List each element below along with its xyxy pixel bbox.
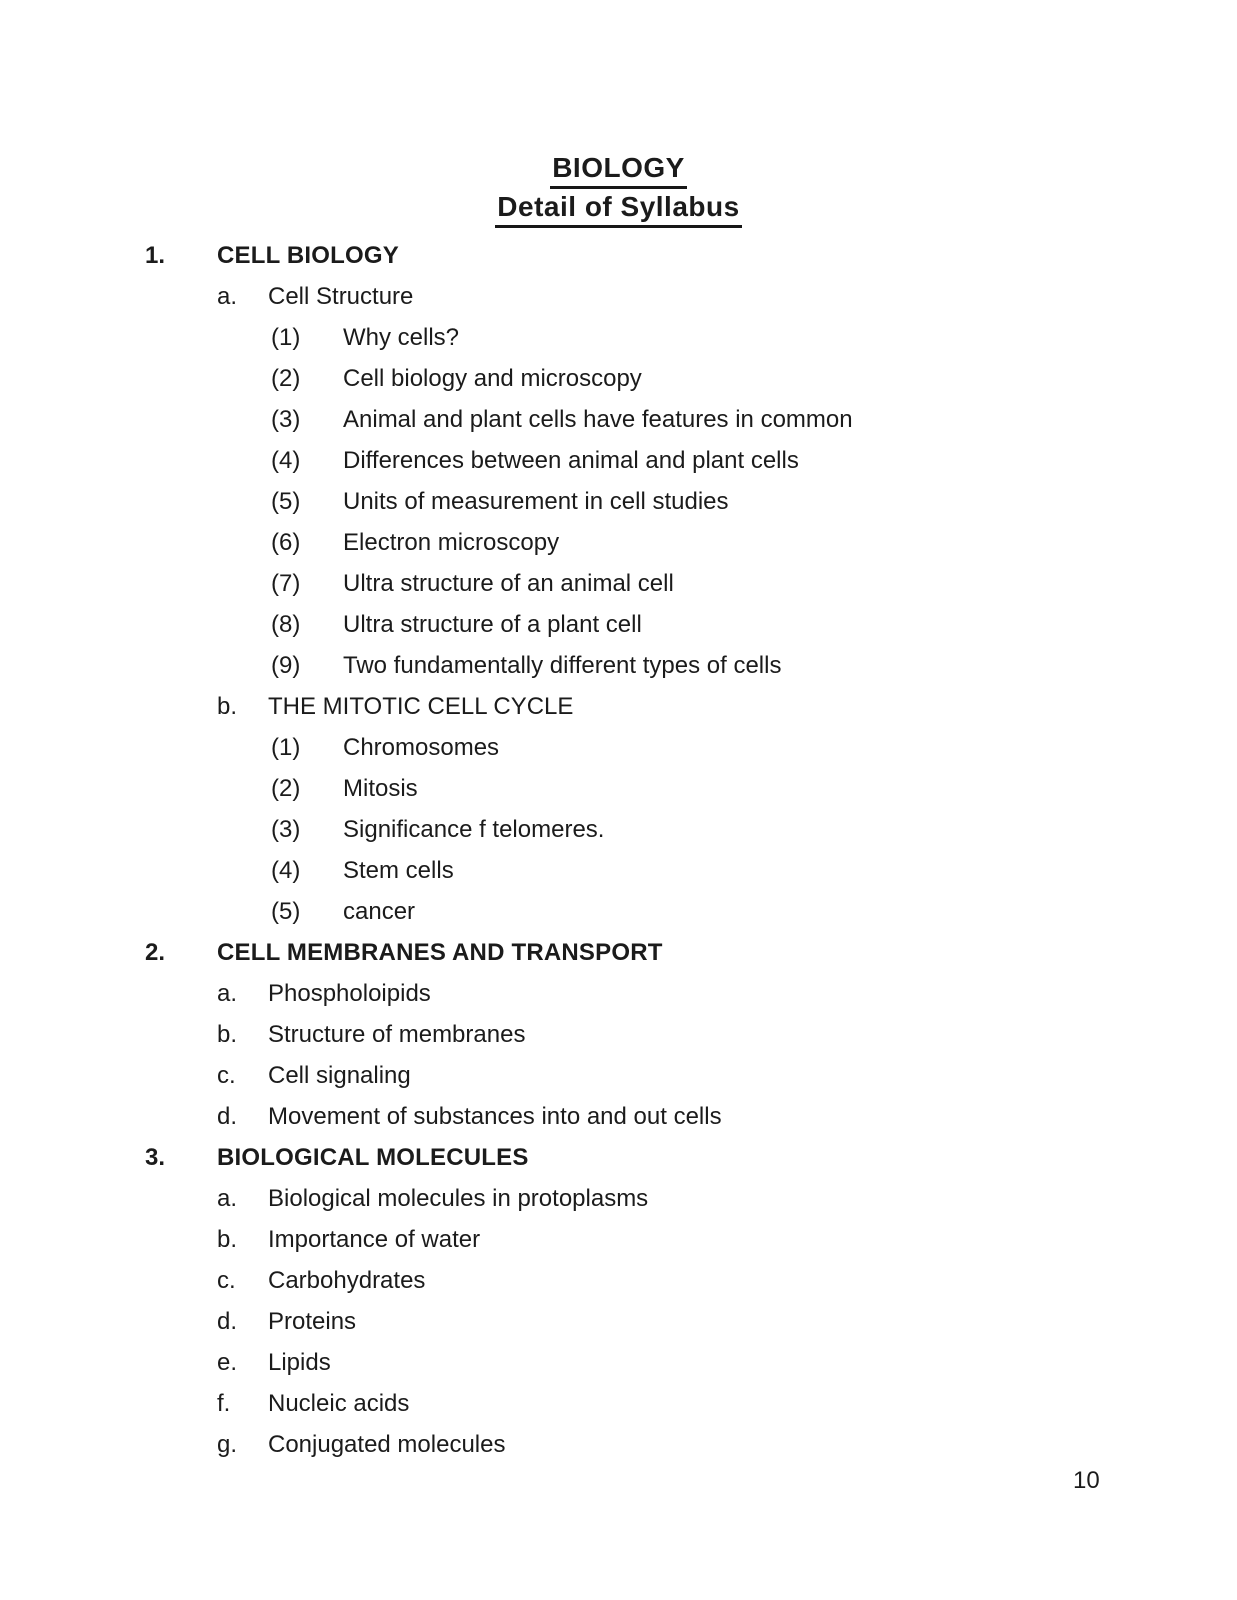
syllabus-subitem [0,891,1237,932]
document-title: BIOLOGY [550,150,687,189]
item-label: a. [217,980,238,1007]
subitem-text: Electron microscopy [343,529,560,556]
subitem-text: cancer [343,898,416,925]
subitem-label: (5) [271,488,301,515]
syllabus-subitem [0,358,1237,399]
subitem-label: (8) [271,611,301,638]
section-number: 1. [145,242,166,269]
subitem-text: Cell biology and microscopy [343,365,642,392]
subitem-text: Ultra structure of an animal cell [343,570,674,597]
syllabus-item [0,276,1237,317]
subitem-text: Differences between animal and plant cells [343,447,799,474]
item-label: e. [217,1349,238,1376]
syllabus-subitem [0,481,1237,522]
item-label: b. [217,693,238,720]
subitem-text: Mitosis [343,775,418,802]
item-label: d. [217,1308,238,1335]
syllabus-item [0,1342,1237,1383]
item-label: f. [217,1390,231,1417]
title-line [0,150,1237,189]
subitem-text: Two fundamentally different types of cells [343,652,782,679]
section-heading-row [0,1137,1237,1178]
subitem-text: Stem cells [343,857,454,884]
document-title-block [0,150,1237,228]
syllabus-subitem [0,727,1237,768]
subitem-label: (4) [271,447,301,474]
syllabus-item [0,1301,1237,1342]
section-heading: CELL MEMBRANES AND TRANSPORT [217,939,663,966]
item-text: Importance of water [268,1226,481,1253]
item-text: Cell signaling [268,1062,411,1089]
syllabus-subitem [0,440,1237,481]
item-text: Lipids [268,1349,331,1376]
subitem-text: Ultra structure of a plant cell [343,611,642,638]
subitem-text: Why cells? [343,324,460,351]
subitem-label: (7) [271,570,301,597]
subitem-label: (5) [271,898,301,925]
syllabus-subitem [0,850,1237,891]
item-label: a. [217,1185,238,1212]
item-text: Movement of substances into and out cells [268,1103,722,1130]
syllabus-item [0,1014,1237,1055]
syllabus-item [0,1178,1237,1219]
subitem-label: (1) [271,324,301,351]
section-heading: BIOLOGICAL MOLECULES [217,1144,529,1171]
syllabus-subitem [0,604,1237,645]
subitem-label: (9) [271,652,301,679]
syllabus-item [0,973,1237,1014]
section-heading-row [0,235,1237,276]
item-text: Conjugated molecules [268,1431,506,1458]
syllabus-item [0,1260,1237,1301]
section-number: 2. [145,939,166,966]
syllabus-item [0,1055,1237,1096]
item-label: a. [217,283,238,310]
item-text: Proteins [268,1308,357,1335]
subitem-label: (3) [271,816,301,843]
syllabus-outline [0,235,1237,1465]
subitem-text: Significance f telomeres. [343,816,605,843]
page-number: 10 [1073,1467,1100,1494]
subitem-text: Units of measurement in cell studies [343,488,729,515]
subitem-label: (6) [271,529,301,556]
item-text: Structure of membranes [268,1021,526,1048]
item-label: b. [217,1226,238,1253]
syllabus-subitem [0,399,1237,440]
syllabus-subitem [0,317,1237,358]
section-number: 3. [145,1144,166,1171]
syllabus-subitem [0,522,1237,563]
section-heading-row [0,932,1237,973]
item-label: b. [217,1021,238,1048]
syllabus-subitem [0,645,1237,686]
subitem-text: Animal and plant cells have features in common [343,406,853,433]
subitem-label: (3) [271,406,301,433]
subitem-label: (1) [271,734,301,761]
subitem-label: (4) [271,857,301,884]
item-label: g. [217,1431,238,1458]
syllabus-item [0,686,1237,727]
item-label: c. [217,1267,236,1294]
subtitle-line [0,189,1237,228]
item-text: Phospholoipids [268,980,431,1007]
syllabus-item [0,1096,1237,1137]
item-text: Cell Structure [268,283,414,310]
syllabus-subitem [0,563,1237,604]
item-text: Nucleic acids [268,1390,410,1417]
subitem-label: (2) [271,365,301,392]
syllabus-subitem [0,768,1237,809]
syllabus-subitem [0,809,1237,850]
item-label: c. [217,1062,236,1089]
item-label: d. [217,1103,238,1130]
subitem-text: Chromosomes [343,734,500,761]
item-text: Biological molecules in protoplasms [268,1185,649,1212]
syllabus-item [0,1383,1237,1424]
subitem-label: (2) [271,775,301,802]
item-text: Carbohydrates [268,1267,426,1294]
section-heading: CELL BIOLOGY [217,242,399,269]
item-text: THE MITOTIC CELL CYCLE [268,693,574,720]
document-subtitle: Detail of Syllabus [495,189,741,228]
syllabus-item [0,1219,1237,1260]
syllabus-item [0,1424,1237,1465]
